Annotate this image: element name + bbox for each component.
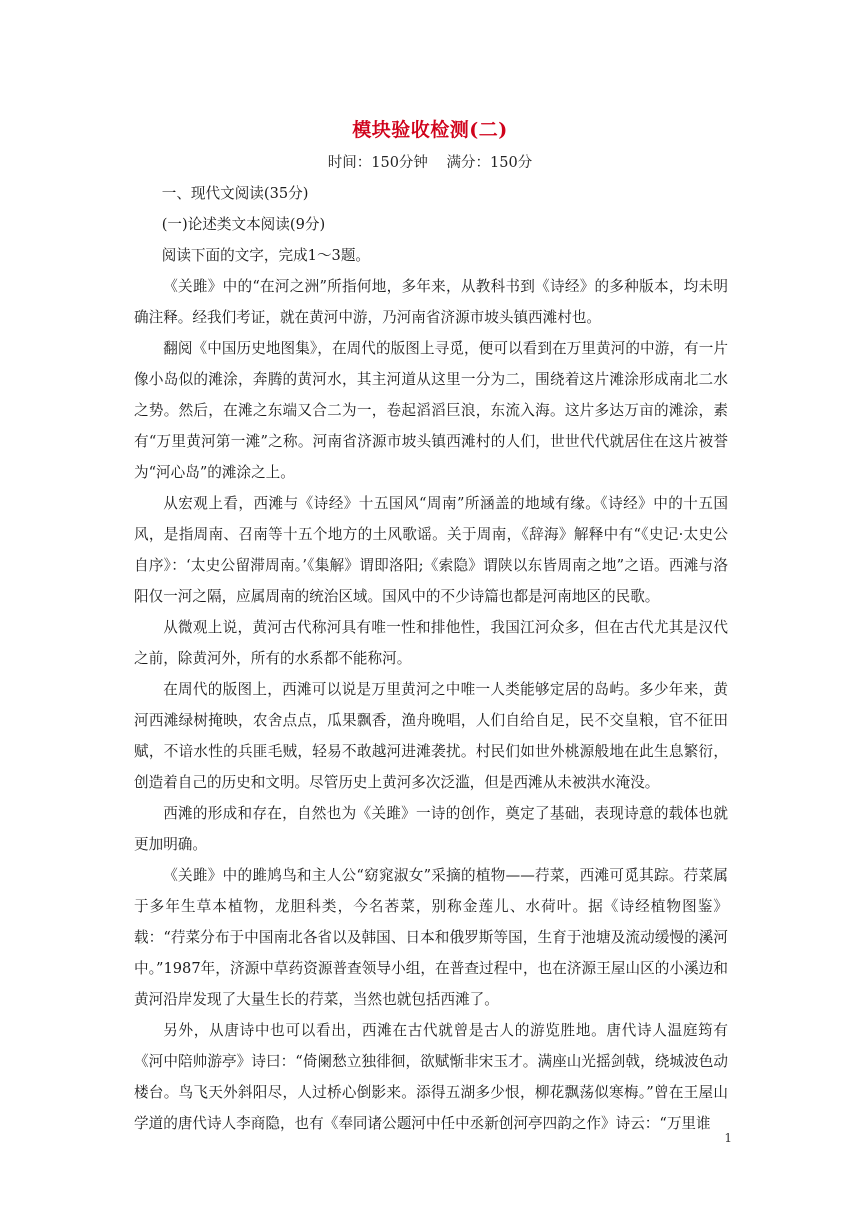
paragraph: 《关雎》中的“在河之洲”所指何地，多年来，从教科书到《诗经》的多种版本，均未明确注释。经我们考证，就在黄河中游，乃河南省济源市坡头镇西滩村也。 [134, 278, 728, 326]
section-heading: 一、现代文阅读(35分) [161, 185, 309, 202]
document-title: 模块验收检测(二) [352, 119, 508, 141]
exam-meta [0, 151, 860, 172]
page-number: 1 [724, 1131, 732, 1145]
paragraph: 在周代的版图上，西滩可以说是万里黄河之中唯一人类能够定居的岛屿。多少年来，黄河西滩绿树掩映，农舍点点，瓜果飘香，渔舟晚唱，人们自给自足，民不交皇粮，官不征田赋，不谙水性的兵匪毛贼，轻易不敢越河进滩袭扰。村民们如世外桃源般地在此生息繁衍，创造着自己的历史和文明。尽管历史上黄河多次泛滥，但是西滩从未被洪水淹没。 [134, 681, 728, 791]
paragraph: 另外，从唐诗中也可以看出，西滩在古代就曾是古人的游览胜地。唐代诗人温庭筠有《河中陪帅游亭》诗曰：“倚阑愁立独徘徊，欲赋惭非宋玉才。满座山光摇剑戟，绕城波色动楼台。鸟飞天外斜阳尽，人过桥心倒影来。添得五湖多少恨，柳花飘荡似寒梅。”曾在王屋山学道的唐代诗人李商隐，也有《奉同诸公题河中任中丞新创河亭四韵之作》诗云：“万里谁 [134, 1022, 728, 1132]
paragraph: 翻阅《中国历史地图集》，在周代的版图上寻觅，便可以看到在万里黄河的中游，有一片像小岛似的滩涂，奔腾的黄河水，其主河道从这里一分为二，围绕着这片滩涂形成南北二水之势。然后，在滩之东端又合二为一，卷起滔滔巨浪，东流入海。这片多达万亩的滩涂，素有“万里黄河第一滩”之称。河南省济源市坡头镇西滩村的人们，世世代代就居住在这片被誉为“河心岛”的滩涂之上。 [134, 340, 728, 481]
paragraph: 从微观上说，黄河古代称河具有唯一性和排他性，我国江河众多，但在古代尤其是汉代之前，除黄河外，所有的水系都不能称河。 [134, 619, 728, 667]
full-score: 满分：150分 [446, 155, 533, 171]
paragraph: 西滩的形成和存在，自然也为《关雎》一诗的创作，奠定了基础，表现诗意的载体也就更加明确。 [134, 805, 728, 853]
paragraph: 从宏观上看，西滩与《诗经》十五国风“周南”所涵盖的地域有缘。《诗经》中的十五国风，是指周南、召南等十五个地方的土风歌谣。关于周南，《辞海》解释中有“《史记·太史公自序》：‘太史公留滞周南。’《集解》谓即洛阳;《索隐》谓陕以东皆周南之地”之语。西滩与洛阳仅一河之隔，应属周南的统治区域。国风中的不少诗篇也都是河南地区的民歌。 [134, 495, 728, 605]
subsection-heading: (一)论述类文本阅读(9分) [161, 216, 326, 233]
time-limit: 时间：150分钟 [327, 155, 428, 171]
reading-instruction: 阅读下面的文字，完成1～3题。 [161, 247, 371, 264]
document-body [134, 178, 728, 1139]
paragraph: 《关雎》中的雎鸠鸟和主人公“窈窕淑女”采摘的植物——荇菜，西滩可觅其踪。荇菜属于多年生草本植物，龙胆科类，今名莕菜，别称金莲儿、水荷叶。据《诗经植物图鉴》载：“荇菜分布于中国南北各省以及韩国、日本和俄罗斯等国，生育于池塘及流动缓慢的溪河中。”1987年，济源中草药资源普查领导小组，在普查过程中，也在济源王屋山区的小溪边和黄河沿岸发现了大量生长的荇菜，当然也就包括西滩了。 [134, 867, 728, 1008]
